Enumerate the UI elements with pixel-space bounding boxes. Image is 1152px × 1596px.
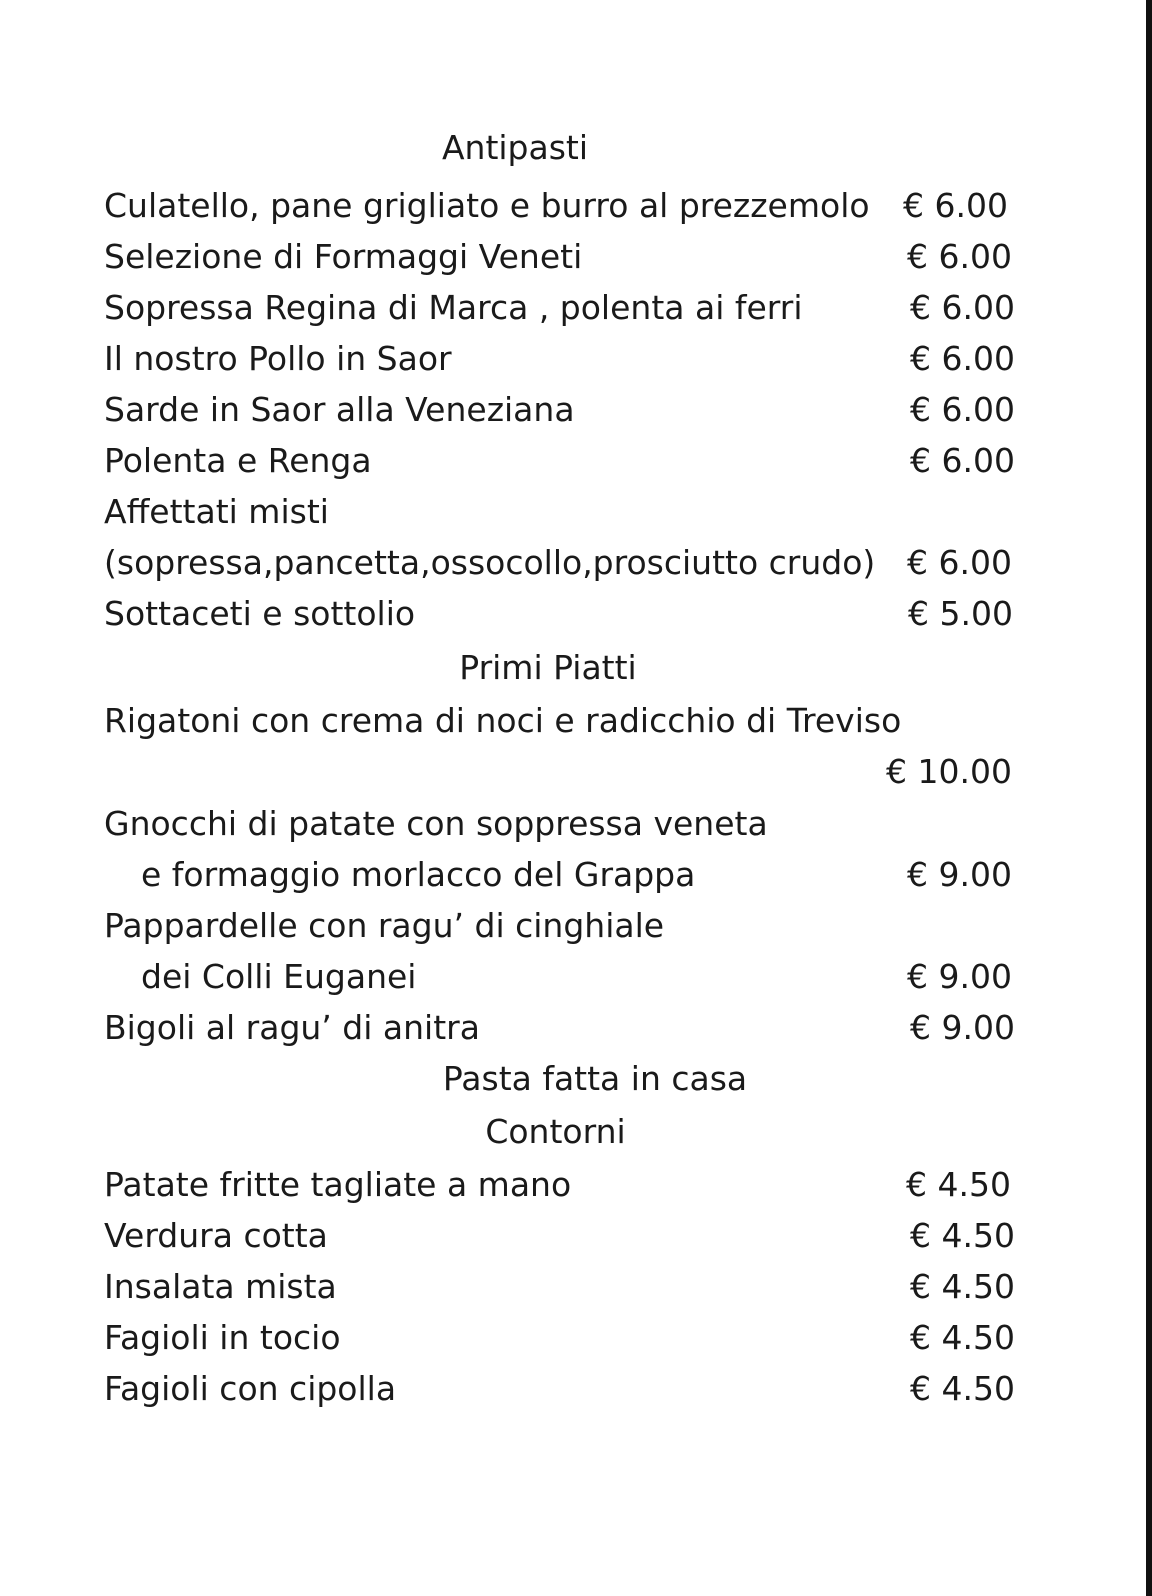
menu-item-name: Culatello, pane grigliato e burro al prezzemolo	[104, 186, 870, 225]
menu-item-name: Patate fritte tagliate a mano	[104, 1165, 572, 1204]
section-title-contorni: Contorni	[485, 1112, 626, 1151]
menu-item-detail: dei Colli Euganei	[141, 957, 417, 996]
menu-item-price: € 9.00	[907, 957, 1012, 996]
homemade-pasta-note: Pasta fatta in casa	[442, 1059, 748, 1098]
menu-item-name: Gnocchi di patate con soppressa veneta	[104, 804, 768, 843]
menu-item-name: Bigoli al ragu’ di anitra	[104, 1008, 480, 1047]
menu-item-price: € 4.50	[910, 1216, 1015, 1255]
menu-item-price: € 4.50	[910, 1318, 1015, 1357]
menu-item-name: Fagioli in tocio	[104, 1318, 341, 1357]
menu-item-name: Polenta e Renga	[104, 441, 372, 480]
menu-item-name: Verdura cotta	[104, 1216, 328, 1255]
page-edge-border	[1146, 0, 1152, 1596]
menu-item-name: Sarde in Saor alla Veneziana	[104, 390, 575, 429]
menu-item-price: € 6.00	[903, 186, 1008, 225]
menu-item-price: € 4.50	[910, 1267, 1015, 1306]
menu-item-price: € 4.50	[910, 1369, 1015, 1408]
menu-item-price: € 6.00	[910, 288, 1015, 327]
menu-item-price: € 6.00	[910, 390, 1015, 429]
menu-item-price: € 5.00	[908, 594, 1013, 633]
menu-item-price: € 6.00	[910, 339, 1015, 378]
menu-item-name: Rigatoni con crema di noci e radicchio di Treviso	[104, 701, 902, 740]
menu-item-name: Selezione di Formaggi Veneti	[104, 237, 583, 276]
menu-item-name: Sottaceti e sottolio	[104, 594, 416, 633]
menu-item-price: € 10.00	[886, 752, 1012, 791]
menu-item-name: Fagioli con cipolla	[104, 1369, 397, 1408]
menu-item-name: Sopressa Regina di Marca , polenta ai ferri	[104, 288, 803, 327]
section-title-antipasti: Antipasti	[441, 128, 589, 167]
menu-item-name: Affettati misti	[104, 492, 329, 531]
menu-item-detail: (sopressa,pancetta,ossocollo,prosciutto crudo)	[104, 543, 876, 582]
menu-item-name: Insalata mista	[104, 1267, 337, 1306]
menu-item-price: € 4.50	[906, 1165, 1011, 1204]
menu-item-price: € 6.00	[907, 543, 1012, 582]
menu-item-name: Il nostro Pollo in Saor	[104, 339, 452, 378]
menu-item-detail: e formaggio morlacco del Grappa	[141, 855, 696, 894]
section-title-primi: Primi Piatti	[459, 648, 637, 687]
menu-item-price: € 6.00	[907, 237, 1012, 276]
menu-item-name: Pappardelle con ragu’ di cinghiale	[104, 906, 665, 945]
menu-item-price: € 9.00	[910, 1008, 1015, 1047]
menu-item-price: € 9.00	[907, 855, 1012, 894]
menu-item-price: € 6.00	[910, 441, 1015, 480]
